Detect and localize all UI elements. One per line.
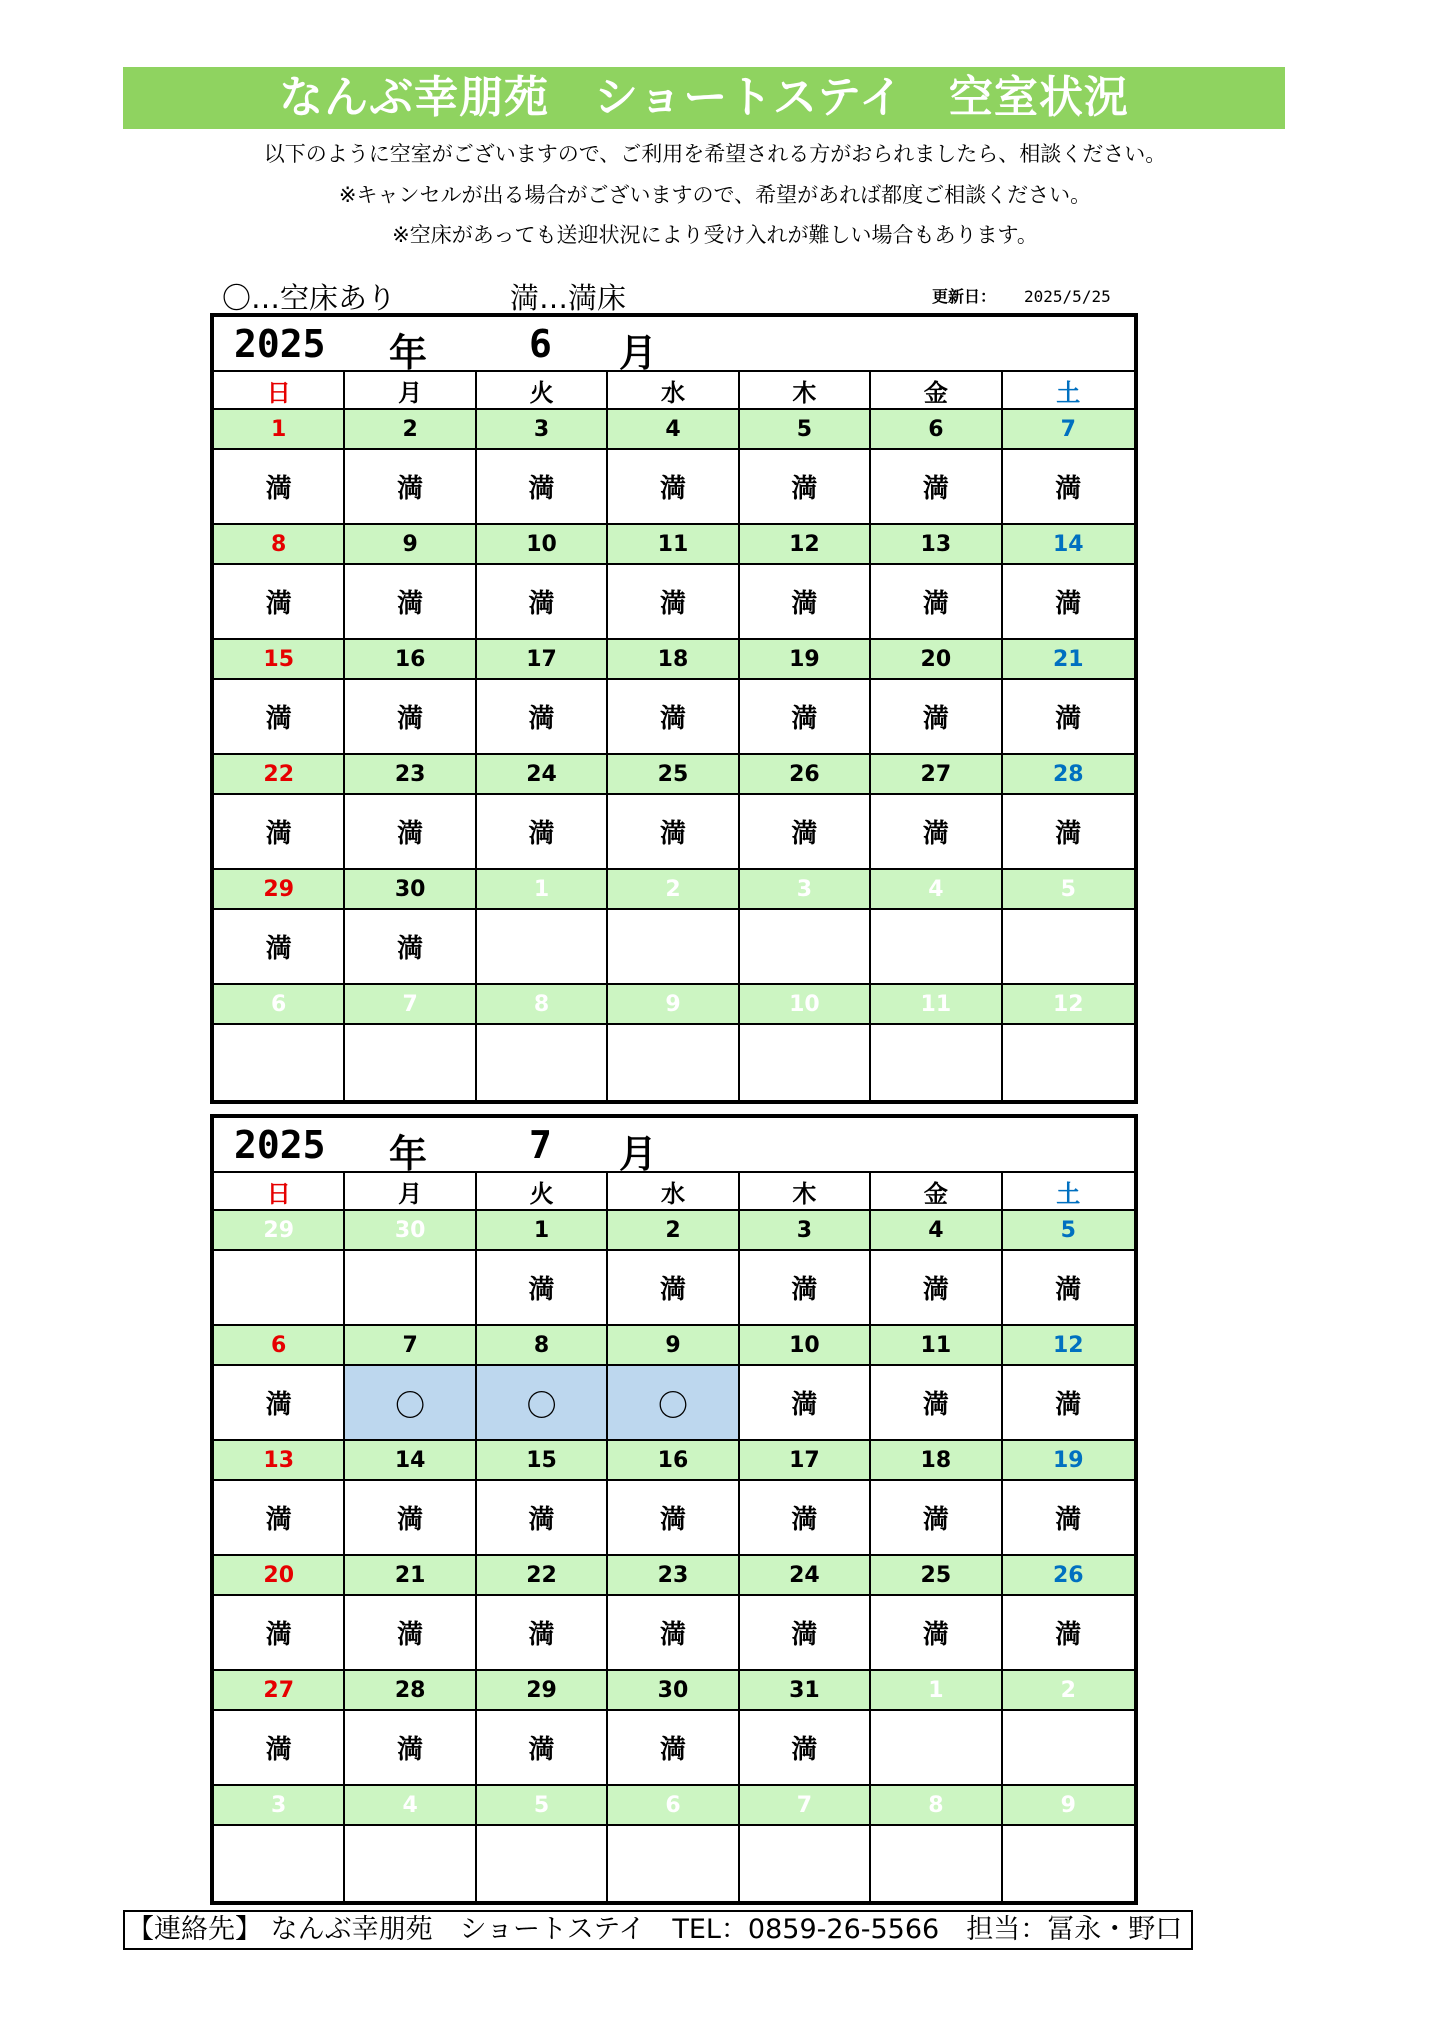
date-cell: 4 (871, 870, 1002, 910)
date-cell: 9 (345, 525, 476, 565)
updated-date (932, 284, 1111, 307)
status-cell: 満 (871, 1596, 1002, 1671)
status-cell (477, 1025, 608, 1100)
weekday-header: 金 (871, 372, 1002, 410)
status-cell: 満 (740, 1251, 871, 1326)
date-cell: 29 (214, 870, 345, 910)
status-cell: 満 (871, 450, 1002, 525)
date-cell: 10 (740, 985, 871, 1025)
status-cell: 満 (477, 1481, 608, 1556)
date-cell: 5 (477, 1786, 608, 1826)
status-cell: 満 (477, 1251, 608, 1326)
status-cell: 満 (1003, 1251, 1134, 1326)
weekday-header: 木 (740, 372, 871, 410)
status-cell: 満 (345, 1481, 476, 1556)
date-cell: 16 (345, 640, 476, 680)
date-cell: 2 (345, 410, 476, 450)
date-cell: 7 (345, 1326, 476, 1366)
date-cell: 6 (608, 1786, 739, 1826)
status-cell (740, 910, 871, 985)
weekday-header: 水 (608, 1173, 739, 1211)
date-cell: 3 (477, 410, 608, 450)
date-cell: 12 (1003, 1326, 1134, 1366)
status-cell: 満 (214, 1481, 345, 1556)
date-cell: 11 (871, 1326, 1002, 1366)
calendar-month: 6 (529, 322, 552, 366)
status-cell: 満 (345, 1711, 476, 1786)
weekday-header: 水 (608, 372, 739, 410)
status-cell (871, 910, 1002, 985)
status-cell: 満 (1003, 795, 1134, 870)
status-cell: 満 (477, 795, 608, 870)
date-cell: 17 (477, 640, 608, 680)
date-cell: 2 (608, 870, 739, 910)
date-cell: 15 (214, 640, 345, 680)
status-cell: 満 (1003, 450, 1134, 525)
date-cell: 21 (345, 1556, 476, 1596)
status-cell (214, 1025, 345, 1100)
status-cell: 満 (214, 680, 345, 755)
status-cell: 満 (608, 795, 739, 870)
status-cell: 満 (1003, 680, 1134, 755)
date-cell: 13 (214, 1441, 345, 1481)
date-cell: 5 (740, 410, 871, 450)
status-cell: 満 (740, 680, 871, 755)
date-cell: 21 (1003, 640, 1134, 680)
weekday-header: 火 (477, 372, 608, 410)
status-cell (1003, 1826, 1134, 1901)
date-cell: 7 (345, 985, 476, 1025)
date-cell: 22 (214, 755, 345, 795)
calendar-title (214, 317, 1134, 375)
status-cell (608, 910, 739, 985)
status-cell: 満 (1003, 1596, 1134, 1671)
date-cell: 19 (740, 640, 871, 680)
date-cell: 23 (608, 1556, 739, 1596)
status-cell: 満 (477, 1711, 608, 1786)
legend-vacant: 〇…空床あり (222, 281, 397, 315)
date-cell: 29 (214, 1211, 345, 1251)
date-cell: 8 (477, 1326, 608, 1366)
weekday-header: 月 (345, 372, 476, 410)
date-cell: 5 (1003, 1211, 1134, 1251)
date-cell: 24 (477, 755, 608, 795)
status-cell (345, 1826, 476, 1901)
weekday-header: 金 (871, 1173, 1002, 1211)
status-cell (1003, 910, 1134, 985)
date-cell: 1 (477, 870, 608, 910)
status-cell: 満 (608, 1596, 739, 1671)
date-cell: 6 (214, 985, 345, 1025)
date-cell: 1 (214, 410, 345, 450)
date-cell: 27 (871, 755, 1002, 795)
status-cell: 満 (608, 1481, 739, 1556)
date-cell: 3 (740, 1211, 871, 1251)
date-cell: 12 (740, 525, 871, 565)
status-cell: 満 (345, 1596, 476, 1671)
date-cell: 16 (608, 1441, 739, 1481)
weekday-header: 木 (740, 1173, 871, 1211)
status-cell: 満 (740, 1596, 871, 1671)
date-cell: 4 (871, 1211, 1002, 1251)
status-cell: 満 (740, 795, 871, 870)
date-cell: 6 (871, 410, 1002, 450)
date-cell: 23 (345, 755, 476, 795)
weekday-header: 火 (477, 1173, 608, 1211)
weekday-header: 土 (1003, 372, 1134, 410)
status-cell (1003, 1711, 1134, 1786)
status-cell: 満 (740, 450, 871, 525)
date-cell: 10 (740, 1326, 871, 1366)
date-cell: 7 (1003, 410, 1134, 450)
date-cell: 30 (608, 1671, 739, 1711)
calendar-month-label: 月 (619, 331, 658, 375)
calendar-grid (214, 372, 1134, 1100)
page-title: なんぶ幸朋苑 ショートステイ 空室状況 (123, 67, 1285, 129)
date-cell: 1 (871, 1671, 1002, 1711)
contact-info: 【連絡先】 なんぶ幸朋苑 ショートステイ TEL：0859-26-5566 担当：冨永・野口 (123, 1910, 1193, 1950)
date-cell: 9 (608, 1326, 739, 1366)
status-cell (345, 1025, 476, 1100)
calendar-grid (214, 1173, 1134, 1901)
status-cell: 満 (345, 680, 476, 755)
date-cell: 25 (608, 755, 739, 795)
date-cell: 20 (871, 640, 1002, 680)
weekday-header: 土 (1003, 1173, 1134, 1211)
date-cell: 5 (1003, 870, 1134, 910)
status-cell: 満 (871, 680, 1002, 755)
date-cell: 20 (214, 1556, 345, 1596)
calendar-title (214, 1118, 1134, 1176)
status-cell: 満 (345, 910, 476, 985)
date-cell: 3 (214, 1786, 345, 1826)
date-cell: 29 (477, 1671, 608, 1711)
date-cell: 9 (608, 985, 739, 1025)
date-cell: 26 (1003, 1556, 1134, 1596)
date-cell: 31 (740, 1671, 871, 1711)
status-cell: 満 (1003, 565, 1134, 640)
status-cell: 満 (871, 1366, 1002, 1441)
status-cell: 満 (214, 795, 345, 870)
vacancy-cell: 〇 (477, 1366, 608, 1441)
updated-value: 2025/5/25 (1024, 287, 1111, 306)
notice-line-2: ※キャンセルが出る場合がございますので、希望があれば都度ご相談ください。 (338, 183, 1092, 207)
date-cell: 17 (740, 1441, 871, 1481)
date-cell: 4 (608, 410, 739, 450)
notice-line-1: 以下のように空室がございますので、ご利用を希望される方がおられましたら、相談ください。 (263, 142, 1167, 166)
status-cell (608, 1025, 739, 1100)
status-cell: 満 (214, 1596, 345, 1671)
date-cell: 30 (345, 870, 476, 910)
status-cell: 満 (477, 1596, 608, 1671)
date-cell: 8 (214, 525, 345, 565)
calendar-year-label: 年 (389, 1132, 428, 1176)
status-cell: 満 (740, 1481, 871, 1556)
status-cell (477, 1826, 608, 1901)
status-cell: 満 (1003, 1481, 1134, 1556)
calendar-july (210, 1114, 1138, 1905)
date-cell: 1 (477, 1211, 608, 1251)
date-cell: 3 (740, 870, 871, 910)
weekday-header: 日 (214, 1173, 345, 1211)
date-cell: 4 (345, 1786, 476, 1826)
status-cell (871, 1711, 1002, 1786)
status-cell (608, 1826, 739, 1901)
date-cell: 25 (871, 1556, 1002, 1596)
status-cell: 満 (608, 680, 739, 755)
status-cell: 満 (477, 565, 608, 640)
updated-label: 更新日： (932, 287, 997, 306)
date-cell: 22 (477, 1556, 608, 1596)
vacancy-cell: 〇 (345, 1366, 476, 1441)
date-cell: 18 (871, 1441, 1002, 1481)
calendar-month-label: 月 (619, 1132, 658, 1176)
date-cell: 7 (740, 1786, 871, 1826)
status-cell: 満 (214, 565, 345, 640)
date-cell: 24 (740, 1556, 871, 1596)
status-cell: 満 (345, 450, 476, 525)
status-cell (214, 1826, 345, 1901)
calendar-year-label: 年 (389, 331, 428, 375)
date-cell: 13 (871, 525, 1002, 565)
status-cell: 満 (871, 1481, 1002, 1556)
date-cell: 14 (345, 1441, 476, 1481)
weekday-header: 日 (214, 372, 345, 410)
status-cell: 満 (740, 565, 871, 640)
status-cell (871, 1025, 1002, 1100)
calendar-month: 7 (529, 1123, 552, 1167)
date-cell: 10 (477, 525, 608, 565)
status-cell: 満 (871, 565, 1002, 640)
status-cell: 満 (214, 1711, 345, 1786)
status-cell: 満 (608, 1711, 739, 1786)
status-cell: 満 (214, 450, 345, 525)
date-cell: 28 (1003, 755, 1134, 795)
date-cell: 8 (477, 985, 608, 1025)
date-cell: 15 (477, 1441, 608, 1481)
date-cell: 19 (1003, 1441, 1134, 1481)
date-cell: 12 (1003, 985, 1134, 1025)
notice-line-3: ※空床があっても送迎状況により受け入れが難しい場合もあります。 (392, 223, 1038, 247)
status-cell (477, 910, 608, 985)
status-cell: 満 (214, 910, 345, 985)
status-cell: 満 (871, 1251, 1002, 1326)
status-cell: 満 (740, 1366, 871, 1441)
date-cell: 18 (608, 640, 739, 680)
status-cell: 満 (345, 565, 476, 640)
vacancy-cell: 〇 (608, 1366, 739, 1441)
date-cell: 6 (214, 1326, 345, 1366)
date-cell: 27 (214, 1671, 345, 1711)
status-cell: 満 (1003, 1366, 1134, 1441)
status-cell (871, 1826, 1002, 1901)
date-cell: 9 (1003, 1786, 1134, 1826)
status-cell: 満 (214, 1366, 345, 1441)
weekday-header: 月 (345, 1173, 476, 1211)
date-cell: 11 (871, 985, 1002, 1025)
status-cell: 満 (608, 565, 739, 640)
date-cell: 8 (871, 1786, 1002, 1826)
status-cell (345, 1251, 476, 1326)
status-cell: 満 (345, 795, 476, 870)
status-cell: 満 (740, 1711, 871, 1786)
status-cell: 満 (871, 795, 1002, 870)
status-cell: 満 (477, 450, 608, 525)
date-cell: 2 (608, 1211, 739, 1251)
date-cell: 2 (1003, 1671, 1134, 1711)
status-cell (740, 1025, 871, 1100)
calendar-june (210, 313, 1138, 1104)
date-cell: 26 (740, 755, 871, 795)
calendar-year: 2025 (234, 1123, 326, 1167)
status-cell (740, 1826, 871, 1901)
status-cell: 満 (477, 680, 608, 755)
legend-full: 満…満床 (510, 281, 627, 315)
calendar-year: 2025 (234, 322, 326, 366)
status-cell (214, 1251, 345, 1326)
date-cell: 11 (608, 525, 739, 565)
status-cell: 満 (608, 450, 739, 525)
date-cell: 30 (345, 1211, 476, 1251)
status-cell (1003, 1025, 1134, 1100)
date-cell: 14 (1003, 525, 1134, 565)
status-cell: 満 (608, 1251, 739, 1326)
date-cell: 28 (345, 1671, 476, 1711)
